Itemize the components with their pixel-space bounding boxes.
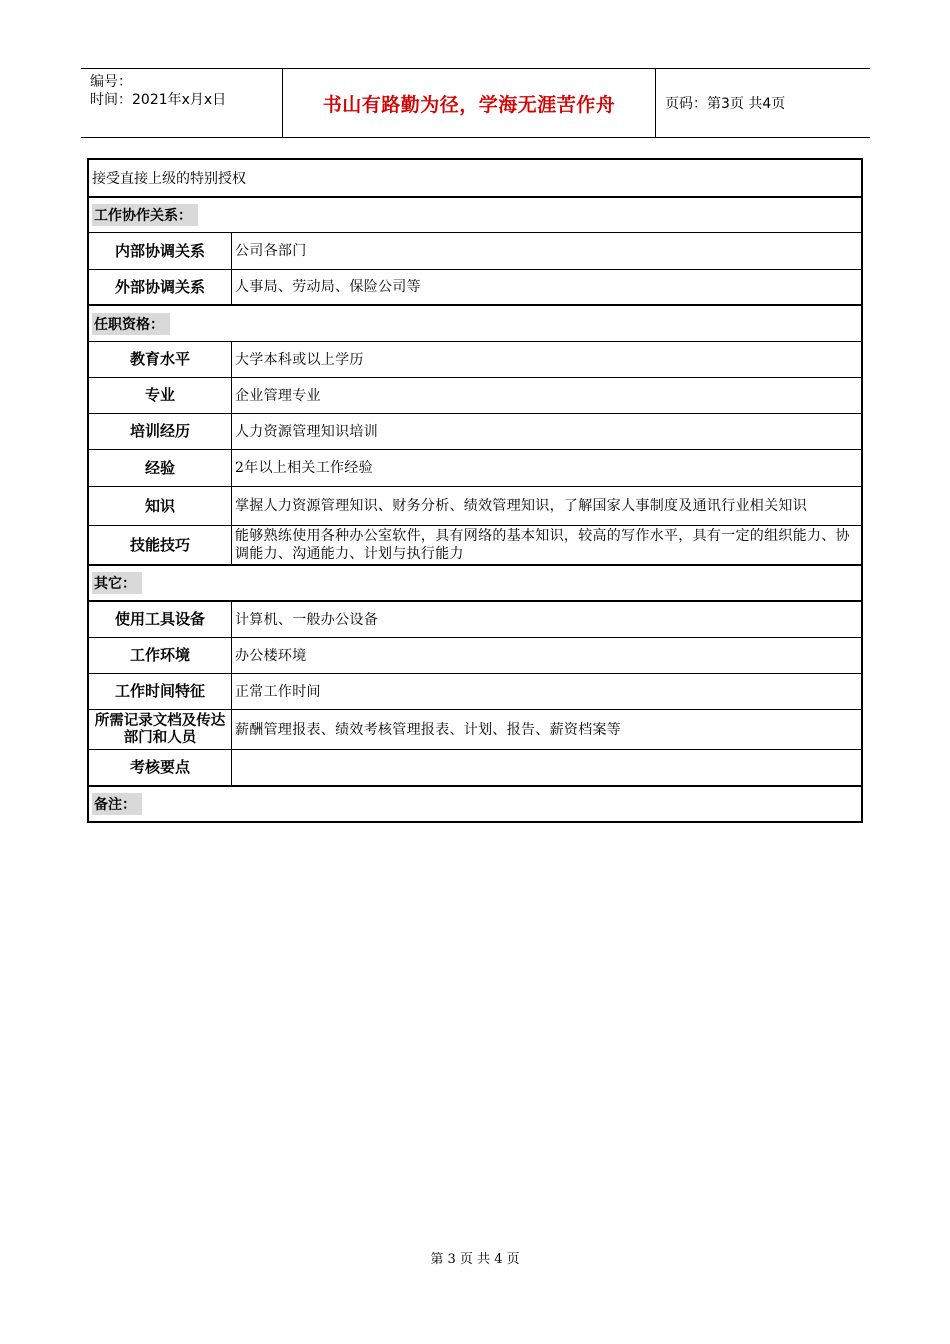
row-label: 工作时间特征: [89, 674, 232, 709]
section-title-remark: 备注：: [92, 793, 142, 815]
document-time-label: 时间：2021年x月x日: [90, 92, 227, 108]
table-row: [89, 414, 861, 450]
section-row-qualification: [89, 306, 861, 342]
row-label: 考核要点: [89, 750, 232, 785]
document-number-label: 编号：: [90, 74, 132, 90]
section-row-remark: [89, 787, 861, 821]
row-value: 正常工作时间: [235, 683, 321, 700]
row-value: 人力资源管理知识培训: [235, 423, 378, 440]
table-row: [89, 270, 861, 306]
row-label: 专业: [89, 378, 232, 413]
table-row: [89, 342, 861, 378]
row-value: 公司各部门: [235, 243, 307, 259]
row-value: 2年以上相关工作经验: [235, 460, 373, 476]
row-value: [232, 750, 861, 785]
row-label: 使用工具设备: [89, 602, 232, 637]
section-row-collab: [89, 198, 861, 233]
row-value: 大学本科或以上学历: [235, 351, 364, 368]
header-page-info: 页码：第3页 共4页: [665, 96, 786, 112]
section-row-other: [89, 566, 861, 602]
header-motto: 书山有路勤为径，学海无涯苦作舟: [282, 69, 656, 137]
table-row: [89, 450, 861, 487]
section-title-other: 其它：: [92, 572, 142, 594]
table-row: [89, 638, 861, 674]
table-row: [89, 233, 861, 270]
row-label: 教育水平: [89, 342, 232, 377]
table-row: [89, 526, 861, 566]
row-value: 办公楼环境: [235, 647, 307, 664]
row-label: 培训经历: [89, 414, 232, 449]
page-footer: 第 3 页 共 4 页: [430, 1252, 520, 1267]
row-value: 掌握人力资源管理知识、财务分析、绩效管理知识，了解国家人事制度及通讯行业相关知识: [235, 498, 807, 514]
authority-row: [89, 160, 861, 198]
table-row: [89, 602, 861, 638]
table-row: [89, 378, 861, 414]
row-value: 能够熟练使用各种办公室软件，具有网络的基本知识，较高的写作水平，具有一定的组织能力、协调能力、沟通能力、计划与执行能力: [235, 528, 850, 562]
section-title-collab: 工作协作关系：: [92, 204, 198, 226]
row-value: 人事局、劳动局、保险公司等: [235, 279, 421, 295]
page-header: [81, 68, 870, 138]
row-label: 工作环境: [89, 638, 232, 673]
row-label: 经验: [89, 450, 232, 486]
job-description-table: [87, 158, 863, 823]
row-label: 外部协调关系: [89, 270, 232, 304]
authority-text: 接受直接上级的特别授权: [92, 171, 246, 187]
row-label: 知识: [89, 487, 232, 525]
section-title-qualification: 任职资格：: [92, 313, 170, 335]
table-row: [89, 487, 861, 526]
row-label: 内部协调关系: [89, 233, 232, 269]
row-value: 薪酬管理报表、绩效考核管理报表、计划、报告、薪资档案等: [235, 721, 622, 738]
header-meta: [81, 69, 282, 137]
table-row: [89, 750, 861, 787]
row-value: 计算机、一般办公设备: [235, 611, 378, 628]
table-row: [89, 674, 861, 710]
row-value: 企业管理专业: [235, 387, 321, 404]
row-label: 所需记录文档及传达部门和人员: [89, 710, 232, 749]
table-row: [89, 710, 861, 750]
row-label: 技能技巧: [89, 526, 232, 564]
